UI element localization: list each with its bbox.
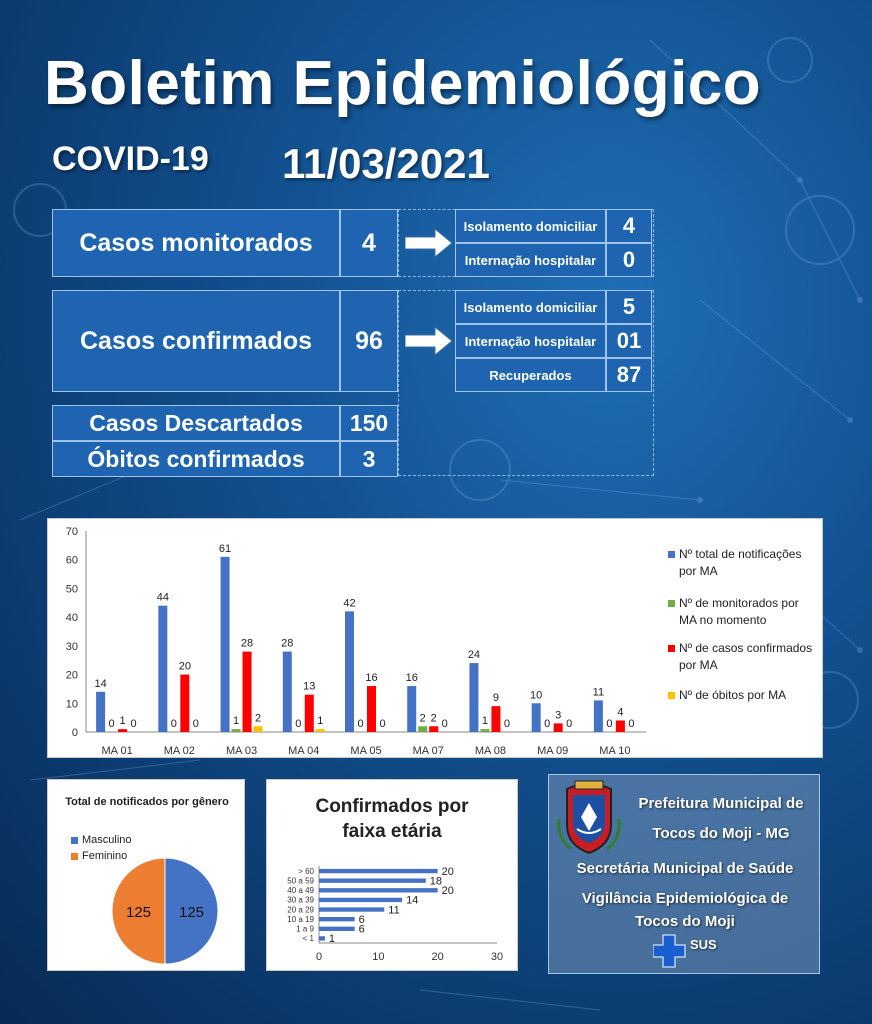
- data-label: 24: [467, 649, 481, 662]
- data-label: 28: [281, 637, 294, 650]
- legend-entry: Nº de casos confirmados por MA: [679, 641, 813, 672]
- x-tick-label: MA 04: [288, 745, 320, 757]
- data-label: 0: [192, 718, 199, 730]
- pie-data-label: 125: [178, 904, 205, 921]
- x-tick-label: MA 08: [474, 745, 507, 757]
- bar: [118, 729, 127, 732]
- bar: [232, 729, 241, 732]
- data-label: 0: [295, 718, 302, 730]
- data-label: 14: [406, 894, 419, 907]
- data-label: 1: [481, 715, 489, 728]
- institution-line1: Prefeitura Municipal de: [638, 795, 804, 812]
- confirmed-hospital-value: 01: [606, 324, 652, 358]
- discarded-label: Casos Descartados: [52, 405, 340, 441]
- legend-entry: Nº de monitorados por MA no momento: [679, 596, 799, 627]
- monitored-label: Casos monitorados: [52, 209, 340, 277]
- ma-bar-chart-panel: [47, 518, 823, 758]
- data-label: 1: [328, 933, 336, 946]
- gender-pie-chart: [48, 780, 246, 972]
- bar: [480, 729, 489, 732]
- bar: [319, 907, 384, 911]
- y-tick-label: 30: [65, 640, 78, 653]
- age-bar-panel: [266, 779, 518, 971]
- bar: [469, 663, 478, 732]
- bar: [407, 686, 416, 732]
- data-label: 44: [156, 591, 169, 604]
- y-tick-label: < 1: [302, 934, 314, 944]
- bar: [554, 723, 563, 732]
- bulletin-date: 11/03/2021: [282, 140, 490, 187]
- deaths-value: 3: [340, 441, 398, 477]
- data-label: 1: [119, 715, 126, 728]
- x-tick-label: 30: [490, 951, 504, 963]
- data-label: 28: [240, 637, 254, 650]
- data-label: 2: [254, 712, 262, 725]
- data-label: 42: [343, 597, 356, 610]
- bar: [418, 726, 427, 732]
- data-label: 0: [441, 718, 448, 730]
- data-label: 0: [566, 718, 573, 730]
- data-label: 16: [365, 672, 378, 685]
- bar: [345, 611, 354, 732]
- confirmed-value: 96: [340, 290, 398, 392]
- bar: [429, 726, 438, 732]
- data-label: 0: [170, 718, 177, 730]
- disease-subtitle: COVID-19: [52, 140, 209, 178]
- data-label: 16: [405, 672, 418, 685]
- data-label: 1: [317, 715, 324, 728]
- confirmed-label: Casos confirmados: [52, 290, 340, 392]
- data-label: 0: [628, 718, 635, 730]
- data-label: 6: [358, 923, 365, 936]
- x-tick-label: 0: [315, 951, 323, 963]
- x-tick-label: MA 02: [163, 745, 195, 757]
- data-label: 0: [357, 718, 364, 730]
- confirmed-hospital-label: Internação hospitalar: [455, 324, 606, 358]
- bar: [305, 695, 314, 732]
- y-tick-label: 1 a 9: [296, 924, 314, 934]
- legend-swatch: [668, 551, 675, 558]
- data-label: 0: [379, 718, 386, 730]
- bar: [532, 703, 541, 732]
- gender-pie-title: Total de notificados por gênero: [65, 796, 229, 808]
- y-tick-label: 0: [71, 727, 78, 739]
- bar: [319, 869, 438, 873]
- y-tick-label: 70: [65, 526, 78, 538]
- institution-line5: Tocos do Moji: [635, 913, 735, 930]
- data-label: 11: [388, 904, 400, 917]
- data-label: 13: [303, 680, 316, 693]
- data-label: 20: [441, 885, 454, 898]
- bar: [319, 879, 426, 883]
- x-tick-label: MA 09: [537, 745, 569, 757]
- data-label: 0: [108, 718, 115, 730]
- y-tick-label: 20: [65, 669, 78, 682]
- recovered-label: Recuperados: [455, 358, 606, 392]
- age-chart-title: Confirmados por faixa etária: [315, 796, 469, 842]
- monitored-hospital-value: 0: [606, 243, 652, 277]
- legend-feminino: Feminino: [82, 850, 128, 862]
- institution-box: [548, 774, 820, 974]
- bar: [316, 729, 325, 732]
- institution-line3: Secretária Municipal de Saúde: [576, 860, 794, 877]
- institution-line2: Tocos do Moji - MG: [652, 825, 790, 842]
- x-tick-label: MA 07: [412, 745, 444, 757]
- y-tick-label: 20 a 29: [287, 905, 314, 915]
- data-label: 20: [178, 660, 191, 673]
- bar: [616, 721, 625, 732]
- sus-logo-text: SUS: [690, 937, 717, 952]
- bar: [96, 692, 105, 732]
- y-tick-label: 60: [65, 554, 78, 567]
- pie-data-label: 125: [125, 904, 152, 921]
- data-label: 10: [530, 689, 543, 702]
- y-tick-label: 40 a 49: [287, 886, 314, 896]
- data-label: 0: [503, 718, 511, 730]
- discarded-value: 150: [340, 405, 398, 441]
- age-bar-chart: [267, 780, 519, 972]
- data-label: 2: [419, 712, 426, 725]
- ma-bar-chart: [48, 519, 648, 759]
- y-tick-label: 30 a 39: [287, 895, 314, 905]
- data-label: 20: [441, 865, 454, 878]
- data-label: 0: [130, 718, 137, 730]
- bar: [283, 652, 292, 732]
- x-tick-label: MA 05: [350, 745, 382, 757]
- data-label: 61: [218, 542, 232, 555]
- bar: [367, 686, 376, 732]
- legend-entry: Nº total de notificações por MA: [679, 547, 802, 578]
- data-label: 3: [555, 709, 562, 722]
- y-tick-label: 10: [65, 698, 78, 711]
- bar: [594, 700, 603, 732]
- recovered-value: 87: [606, 358, 652, 392]
- y-tick-label: 50: [65, 583, 78, 596]
- data-label: 1: [232, 715, 240, 728]
- monitored-hospital-label: Internação hospitalar: [455, 243, 606, 277]
- legend-entry: Nº de óbitos por MA: [679, 688, 787, 702]
- data-label: 14: [94, 677, 107, 690]
- bar: [319, 888, 438, 892]
- data-label: 0: [544, 718, 551, 730]
- deaths-label: Óbitos confirmados: [52, 441, 340, 477]
- legend-masculino: Masculino: [82, 834, 132, 846]
- city-coat-of-arms-logo: [553, 779, 625, 859]
- institution-line4: Vigilância Epidemiológica de: [581, 890, 789, 907]
- bar: [491, 706, 500, 732]
- bar: [319, 917, 355, 921]
- monitored-home-isolation-value: 4: [606, 209, 652, 243]
- bar: [180, 675, 189, 732]
- data-label: 11: [592, 686, 605, 699]
- x-tick-label: 10: [372, 951, 385, 963]
- data-label: 4: [617, 706, 624, 719]
- x-tick-label: 20: [431, 951, 444, 963]
- data-label: 2: [430, 712, 437, 725]
- bar: [319, 898, 402, 902]
- legend-swatch: [668, 645, 675, 652]
- monitored-home-isolation-label: Isolamento domiciliar: [455, 209, 606, 243]
- data-label: 6: [358, 913, 365, 926]
- bar: [221, 557, 230, 732]
- bar: [243, 652, 252, 732]
- monitored-value: 4: [340, 209, 398, 277]
- y-tick-label: 50 a 59: [287, 876, 314, 886]
- gender-pie-panel: [47, 779, 245, 971]
- arrow-right-icon: [405, 228, 453, 258]
- data-label: 9: [492, 692, 500, 705]
- bar: [254, 726, 263, 732]
- bar: [158, 606, 167, 732]
- x-tick-label: MA 01: [101, 745, 133, 757]
- bar: [319, 927, 355, 931]
- y-tick-label: 40: [65, 612, 78, 625]
- x-tick-label: MA 10: [599, 745, 631, 757]
- arrow-right-icon: [405, 326, 453, 356]
- data-label: 18: [429, 875, 443, 888]
- data-label: 0: [606, 718, 613, 730]
- page-title: Boletim Epidemiológico: [44, 49, 762, 118]
- legend-swatch: [668, 600, 675, 607]
- bar: [319, 936, 325, 940]
- confirmed-home-isolation-label: Isolamento domiciliar: [455, 290, 606, 324]
- y-tick-label: 10 a 19: [287, 914, 314, 924]
- y-tick-label: > 60: [298, 866, 314, 876]
- confirmed-home-isolation-value: 5: [606, 290, 652, 324]
- legend-swatch: [668, 692, 675, 699]
- x-tick-label: MA 03: [225, 745, 258, 757]
